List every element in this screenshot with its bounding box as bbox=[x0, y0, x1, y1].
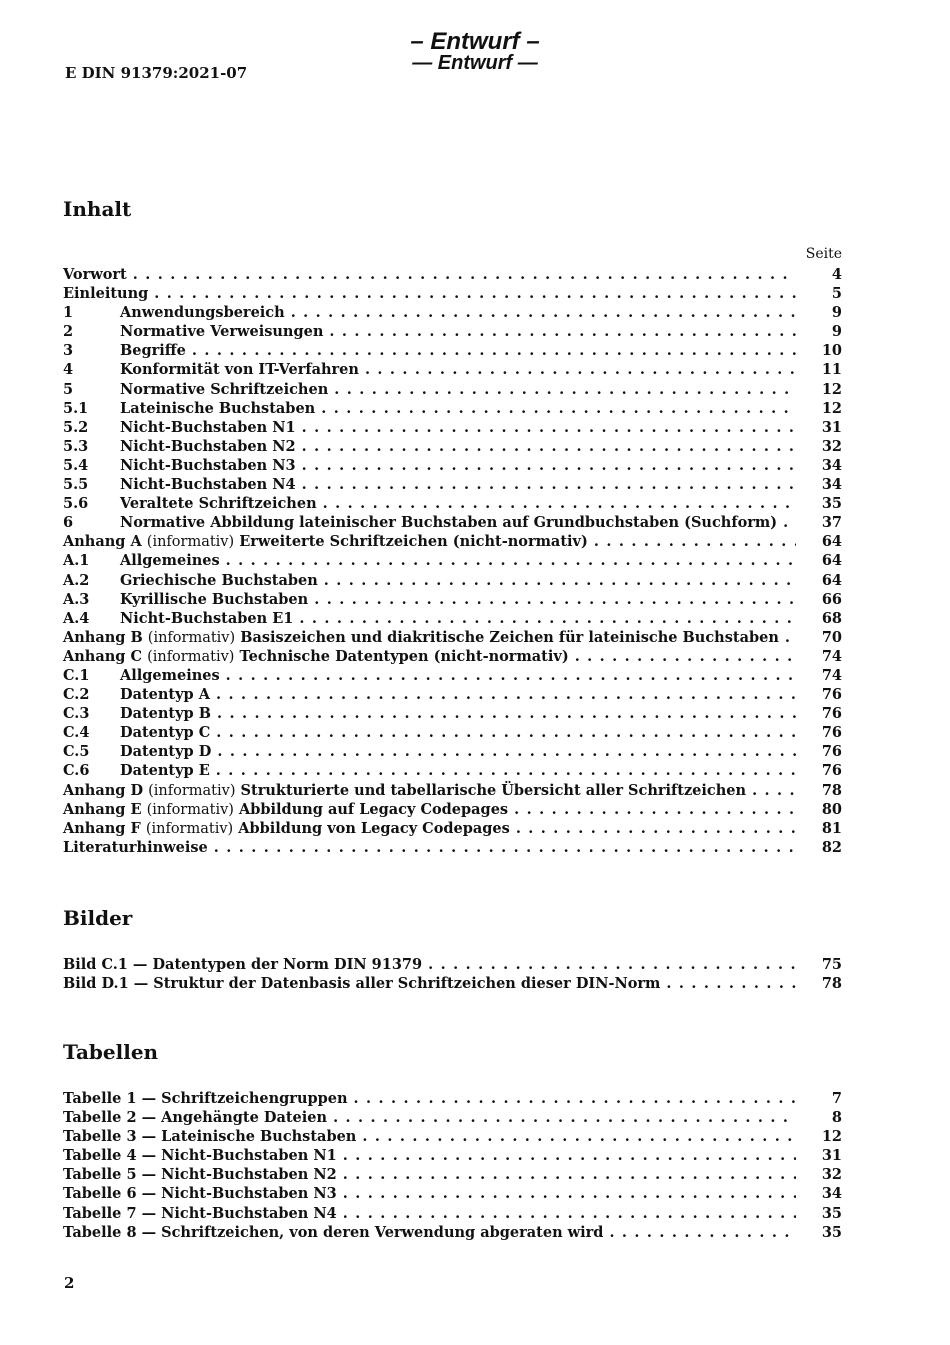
toc-entry-title bbox=[120, 742, 211, 761]
toc-entry-label: Datentyp C bbox=[120, 724, 211, 742]
toc-entry-title bbox=[63, 1223, 603, 1242]
toc-entry-page: 31 bbox=[821, 418, 842, 436]
toc-entry-title bbox=[63, 800, 508, 820]
toc-entry-label: Strukturierte und tabellarische Übersicht aller Schriftzeichen bbox=[240, 781, 747, 799]
dot-leader bbox=[217, 742, 796, 761]
toc-entry-number: 5.1 bbox=[63, 399, 89, 417]
toc-entry-page: 80 bbox=[821, 800, 842, 818]
toc-entry-label: Lateinische Buchstaben bbox=[120, 399, 316, 417]
toc-entry-page: 74 bbox=[821, 647, 842, 665]
toc-entry-title bbox=[63, 955, 422, 974]
toc-entry-page: 34 bbox=[821, 1185, 842, 1203]
toc-entry-page: 64 bbox=[821, 533, 842, 551]
toc-entry-page: 66 bbox=[821, 590, 842, 608]
dot-leader bbox=[594, 532, 796, 551]
dot-leader bbox=[314, 590, 796, 609]
toc-entry-title bbox=[120, 437, 296, 456]
dot-leader bbox=[783, 513, 796, 532]
toc-entry-number: 5.5 bbox=[63, 476, 89, 494]
toc-entry-title bbox=[120, 341, 186, 360]
toc-entry[interactable] bbox=[63, 303, 842, 322]
dot-leader bbox=[324, 571, 796, 590]
toc-entry[interactable] bbox=[63, 341, 842, 360]
toc-entry-page: 76 bbox=[821, 686, 842, 704]
toc-entry[interactable] bbox=[63, 781, 842, 800]
dot-leader bbox=[329, 322, 796, 341]
toc-entry-label: Normative Schriftzeichen bbox=[120, 380, 329, 398]
toc-entry[interactable] bbox=[63, 456, 842, 475]
toc-entry-label: Tabelle 4 — Nicht-Buchstaben N1 bbox=[63, 1147, 337, 1165]
toc-entry[interactable] bbox=[63, 761, 842, 780]
toc-entry-page: 9 bbox=[831, 323, 842, 341]
toc-entry[interactable] bbox=[63, 666, 842, 685]
toc-entry[interactable] bbox=[63, 418, 842, 437]
table-of-contents bbox=[63, 265, 842, 857]
toc-entry-label: Tabelle 3 — Lateinische Buchstaben bbox=[63, 1128, 357, 1146]
toc-entry[interactable] bbox=[63, 685, 842, 704]
toc-entry-page: 4 bbox=[831, 266, 842, 283]
dot-leader bbox=[575, 647, 796, 666]
toc-entry-number: C.3 bbox=[63, 705, 90, 723]
dot-leader bbox=[321, 399, 796, 418]
toc-entry-label: Basiszeichen und diakritische Zeichen für lateinische Buchstaben bbox=[240, 628, 779, 646]
toc-entry-title bbox=[63, 819, 510, 839]
toc-entry-label: Abbildung von Legacy Codepages bbox=[238, 819, 510, 837]
toc-entry-title bbox=[120, 571, 318, 590]
dot-leader bbox=[323, 494, 796, 513]
toc-entry-label: Anwendungsbereich bbox=[120, 304, 285, 322]
toc-entry[interactable] bbox=[63, 647, 842, 666]
toc-entry-label: Normative Verweisungen bbox=[120, 323, 324, 341]
dot-leader bbox=[785, 628, 796, 647]
toc-entry-title bbox=[120, 723, 210, 742]
toc-entry-page: 81 bbox=[821, 819, 842, 837]
dot-leader bbox=[214, 838, 796, 857]
toc-entry[interactable] bbox=[63, 399, 842, 418]
page-column-label: Seite bbox=[805, 246, 842, 262]
toc-entry-page: 32 bbox=[821, 437, 842, 455]
toc-entry-label: Allgemeines bbox=[120, 552, 220, 570]
toc-entry-page: 78 bbox=[821, 781, 842, 799]
toc-entry-title bbox=[120, 360, 359, 379]
dot-leader bbox=[514, 800, 796, 819]
toc-entry-number: 6 bbox=[63, 514, 74, 532]
toc-entry-label: Tabelle 7 — Nicht-Buchstaben N4 bbox=[63, 1204, 337, 1222]
toc-entry[interactable] bbox=[63, 609, 842, 628]
toc-entry-page: 74 bbox=[821, 666, 842, 684]
dot-leader bbox=[362, 1127, 796, 1146]
toc-entry-label: Datentyp E bbox=[120, 762, 210, 780]
toc-entry-number: A.3 bbox=[63, 590, 90, 608]
toc-entry-number: A.1 bbox=[63, 552, 90, 570]
toc-entry-page: 75 bbox=[821, 956, 842, 973]
toc-entry-number: 3 bbox=[63, 342, 74, 360]
toc-entry-page: 76 bbox=[821, 724, 842, 742]
annex-informative: (informativ) bbox=[147, 629, 236, 646]
dot-leader bbox=[428, 955, 796, 974]
page-number: 2 bbox=[64, 1274, 75, 1292]
toc-entry[interactable] bbox=[63, 494, 842, 513]
toc-entry[interactable] bbox=[63, 704, 842, 723]
toc-entry-title bbox=[63, 265, 127, 284]
toc-entry-page: 76 bbox=[821, 762, 842, 780]
dot-leader bbox=[752, 781, 796, 800]
dot-leader bbox=[216, 723, 796, 742]
toc-entry-page: 12 bbox=[821, 1128, 842, 1146]
toc-entry-number: C.6 bbox=[63, 762, 90, 780]
toc-entry-label: Einleitung bbox=[63, 285, 149, 303]
toc-entry-title bbox=[120, 551, 220, 570]
annex-informative: (informativ) bbox=[145, 820, 234, 837]
toc-entry[interactable] bbox=[63, 551, 842, 570]
toc-entry-page: 35 bbox=[821, 1223, 842, 1241]
toc-entry-page: 82 bbox=[821, 838, 842, 856]
toc-entry-page: 37 bbox=[821, 514, 842, 532]
annex-informative: (informativ) bbox=[146, 534, 235, 551]
toc-entry-title bbox=[120, 380, 328, 399]
toc-entry-number: 5.6 bbox=[63, 495, 89, 513]
toc-entry-label: Datentyp D bbox=[120, 743, 212, 761]
toc-entry-page: 35 bbox=[821, 1204, 842, 1222]
toc-entry-label: Nicht-Buchstaben N4 bbox=[120, 476, 296, 494]
toc-entry-label: Erweiterte Schriftzeichen (nicht-normativ) bbox=[239, 533, 588, 551]
dot-leader bbox=[343, 1184, 796, 1203]
toc-entry-title bbox=[63, 647, 569, 667]
toc-entry-page: 5 bbox=[831, 285, 842, 303]
toc-entry[interactable] bbox=[63, 955, 842, 974]
dot-leader bbox=[216, 761, 796, 780]
dot-leader bbox=[192, 341, 796, 360]
toc-entry-label: Nicht-Buchstaben N2 bbox=[120, 437, 296, 455]
dot-leader bbox=[299, 609, 796, 628]
toc-entry-page: 64 bbox=[821, 552, 842, 570]
toc-entry-number: 5.2 bbox=[63, 418, 89, 436]
toc-entry-page: 35 bbox=[821, 495, 842, 513]
toc-entry-label: Literaturhinweise bbox=[63, 838, 208, 856]
toc-entry-page: 12 bbox=[821, 399, 842, 417]
toc-entry-page: 9 bbox=[831, 304, 842, 322]
dot-leader bbox=[666, 974, 796, 993]
toc-entry-number: C.1 bbox=[63, 666, 90, 684]
toc-entry-label: Tabelle 1 — Schriftzeichengruppen bbox=[63, 1090, 348, 1107]
toc-entry-title bbox=[120, 685, 210, 704]
annex-prefix: Anhang E bbox=[63, 800, 142, 818]
dot-leader bbox=[334, 380, 796, 399]
toc-entry[interactable] bbox=[63, 838, 842, 857]
annex-prefix: Anhang D bbox=[63, 781, 144, 799]
toc-entry-title bbox=[63, 1127, 356, 1146]
toc-entry[interactable] bbox=[63, 360, 842, 379]
toc-entry-number: 4 bbox=[63, 361, 74, 379]
toc-entry[interactable] bbox=[63, 590, 842, 609]
toc-entry-label: Technische Datentypen (nicht-normativ) bbox=[239, 647, 569, 665]
toc-entry-number: 5.3 bbox=[63, 437, 89, 455]
annex-prefix: Anhang C bbox=[63, 647, 142, 665]
draft-watermark-line2: — Entwurf — bbox=[412, 52, 538, 74]
toc-entry-title bbox=[120, 475, 296, 494]
toc-entry-title bbox=[63, 1165, 337, 1184]
dot-leader bbox=[302, 456, 796, 475]
toc-entry-title bbox=[120, 322, 323, 341]
toc-entry-label: Allgemeines bbox=[120, 666, 220, 684]
dot-leader bbox=[226, 551, 796, 570]
toc-entry[interactable] bbox=[63, 284, 842, 303]
toc-entry-title bbox=[63, 284, 148, 303]
toc-entry-page: 34 bbox=[821, 456, 842, 474]
dot-leader bbox=[154, 284, 796, 303]
draft-watermark-line1: – Entwurf – bbox=[410, 28, 540, 55]
dot-leader bbox=[343, 1204, 796, 1223]
toc-entry-number: 5.4 bbox=[63, 456, 89, 474]
dot-leader bbox=[216, 685, 796, 704]
toc-entry-title bbox=[120, 513, 777, 532]
toc-entry[interactable] bbox=[63, 1127, 842, 1146]
toc-entry-label: Griechische Buchstaben bbox=[120, 571, 318, 589]
dot-leader bbox=[217, 704, 796, 723]
toc-entry[interactable] bbox=[63, 800, 842, 819]
annex-informative: (informativ) bbox=[147, 648, 235, 665]
toc-entry-title bbox=[120, 666, 220, 685]
toc-entry-page: 10 bbox=[821, 342, 842, 360]
annex-informative: (informativ) bbox=[148, 782, 236, 799]
toc-entry[interactable] bbox=[63, 974, 842, 993]
toc-entry-title bbox=[120, 590, 308, 609]
toc-entry[interactable] bbox=[63, 1146, 842, 1165]
toc-entry[interactable] bbox=[63, 1223, 842, 1242]
toc-entry-page: 78 bbox=[821, 975, 842, 993]
dot-leader bbox=[516, 819, 796, 838]
toc-entry-title bbox=[63, 781, 746, 801]
toc-entry-label: Nicht-Buchstaben E1 bbox=[120, 609, 294, 627]
toc-entry-number: A.4 bbox=[63, 609, 90, 627]
toc-entry[interactable] bbox=[63, 1108, 842, 1127]
toc-entry-title bbox=[120, 399, 315, 418]
toc-entry-number: 1 bbox=[63, 304, 74, 322]
toc-entry-label: Tabelle 2 — Angehängte Dateien bbox=[63, 1109, 328, 1127]
dot-leader bbox=[133, 265, 796, 284]
toc-entry-page: 32 bbox=[821, 1166, 842, 1184]
toc-entry-number: 5 bbox=[63, 380, 74, 398]
toc-entry-label: Nicht-Buchstaben N3 bbox=[120, 456, 296, 474]
toc-entry[interactable] bbox=[63, 723, 842, 742]
document-id: E DIN 91379:2021-07 bbox=[65, 64, 248, 82]
toc-entry-page: 76 bbox=[821, 743, 842, 761]
toc-entry[interactable] bbox=[63, 742, 842, 761]
toc-entry-page: 76 bbox=[821, 705, 842, 723]
toc-entry-page: 31 bbox=[821, 1147, 842, 1165]
toc-entry-title bbox=[63, 974, 660, 993]
contents-heading: Inhalt bbox=[63, 197, 132, 221]
toc-entry-page: 64 bbox=[821, 571, 842, 589]
dot-leader bbox=[365, 360, 796, 379]
toc-entry-title bbox=[120, 704, 211, 723]
toc-entry-label: Tabelle 5 — Nicht-Buchstaben N2 bbox=[63, 1166, 337, 1184]
dot-leader bbox=[291, 303, 796, 322]
toc-entry-title bbox=[120, 303, 285, 322]
annex-prefix: Anhang F bbox=[63, 819, 141, 837]
toc-entry-label: Normative Abbildung lateinischer Buchstaben auf Grundbuchstaben (Suchform) bbox=[120, 514, 778, 532]
toc-entry[interactable] bbox=[63, 437, 842, 456]
toc-entry-title bbox=[120, 456, 296, 475]
dot-leader bbox=[354, 1089, 796, 1108]
toc-entry[interactable] bbox=[63, 1184, 842, 1203]
list-of-tables bbox=[63, 1089, 842, 1242]
toc-entry-label: Datentyp A bbox=[120, 686, 210, 704]
toc-entry-title bbox=[63, 838, 208, 857]
toc-entry-label: Tabelle 8 — Schriftzeichen, von deren Verwendung abgeraten wird bbox=[63, 1223, 604, 1241]
toc-entry-page: 68 bbox=[821, 609, 842, 627]
toc-entry[interactable] bbox=[63, 1204, 842, 1223]
dot-leader bbox=[226, 666, 796, 685]
toc-entry[interactable] bbox=[63, 532, 842, 551]
toc-entry-page: 70 bbox=[821, 628, 842, 646]
toc-entry[interactable] bbox=[63, 628, 842, 647]
figures-heading: Bilder bbox=[63, 906, 133, 930]
toc-entry-title bbox=[63, 1204, 337, 1223]
toc-entry-label: Bild C.1 — Datentypen der Norm DIN 91379 bbox=[63, 956, 423, 973]
toc-entry-page: 12 bbox=[821, 380, 842, 398]
toc-entry-title bbox=[120, 494, 317, 513]
toc-entry-number: C.2 bbox=[63, 686, 90, 704]
annex-prefix: Anhang B bbox=[63, 628, 143, 646]
toc-entry-label: Bild D.1 — Struktur der Datenbasis aller Schriftzeichen dieser DIN-Norm bbox=[63, 975, 661, 993]
toc-entry-title bbox=[63, 1108, 327, 1127]
toc-entry-label: Abbildung auf Legacy Codepages bbox=[239, 800, 509, 818]
toc-entry-number: C.5 bbox=[63, 743, 90, 761]
toc-entry-page: 34 bbox=[821, 476, 842, 494]
toc-entry-label: Tabelle 6 — Nicht-Buchstaben N3 bbox=[63, 1185, 337, 1203]
toc-entry-title bbox=[120, 418, 296, 437]
toc-entry-label: Veraltete Schriftzeichen bbox=[120, 495, 317, 513]
toc-entry-title bbox=[63, 1089, 348, 1108]
toc-entry-label: Konformität von IT-Verfahren bbox=[120, 361, 359, 379]
toc-entry[interactable] bbox=[63, 380, 842, 399]
toc-entry-title bbox=[63, 628, 779, 648]
annex-prefix: Anhang A bbox=[63, 533, 142, 551]
toc-entry-title bbox=[63, 1146, 337, 1165]
list-of-figures bbox=[63, 955, 842, 993]
toc-entry-label: Datentyp B bbox=[120, 705, 212, 723]
toc-entry-title bbox=[63, 532, 588, 552]
toc-entry-label: Nicht-Buchstaben N1 bbox=[120, 418, 296, 436]
toc-entry[interactable] bbox=[63, 571, 842, 590]
dot-leader bbox=[609, 1223, 796, 1242]
dot-leader bbox=[302, 475, 796, 494]
dot-leader bbox=[302, 437, 796, 456]
toc-entry-label: Kyrillische Buchstaben bbox=[120, 590, 309, 608]
toc-entry-title bbox=[120, 609, 293, 628]
toc-entry-page: 7 bbox=[831, 1090, 842, 1107]
toc-entry[interactable] bbox=[63, 513, 842, 532]
dot-leader bbox=[343, 1146, 796, 1165]
toc-entry[interactable] bbox=[63, 322, 842, 341]
toc-entry-page: 11 bbox=[821, 361, 842, 379]
toc-entry-page: 8 bbox=[831, 1109, 842, 1127]
toc-entry[interactable] bbox=[63, 1165, 842, 1184]
toc-entry-number: C.4 bbox=[63, 724, 90, 742]
toc-entry-number: 2 bbox=[63, 323, 74, 341]
toc-entry-title bbox=[120, 761, 210, 780]
toc-entry[interactable] bbox=[63, 475, 842, 494]
dot-leader bbox=[302, 418, 796, 437]
dot-leader bbox=[333, 1108, 796, 1127]
toc-entry-title bbox=[63, 1184, 337, 1203]
tables-heading: Tabellen bbox=[63, 1040, 159, 1064]
toc-entry-label: Begriffe bbox=[120, 342, 186, 360]
dot-leader bbox=[343, 1165, 796, 1184]
toc-entry-number: A.2 bbox=[63, 571, 90, 589]
toc-entry[interactable] bbox=[63, 265, 842, 284]
toc-entry[interactable] bbox=[63, 1089, 842, 1108]
toc-entry[interactable] bbox=[63, 819, 842, 838]
annex-informative: (informativ) bbox=[146, 801, 234, 818]
toc-entry-label: Vorwort bbox=[63, 266, 127, 283]
